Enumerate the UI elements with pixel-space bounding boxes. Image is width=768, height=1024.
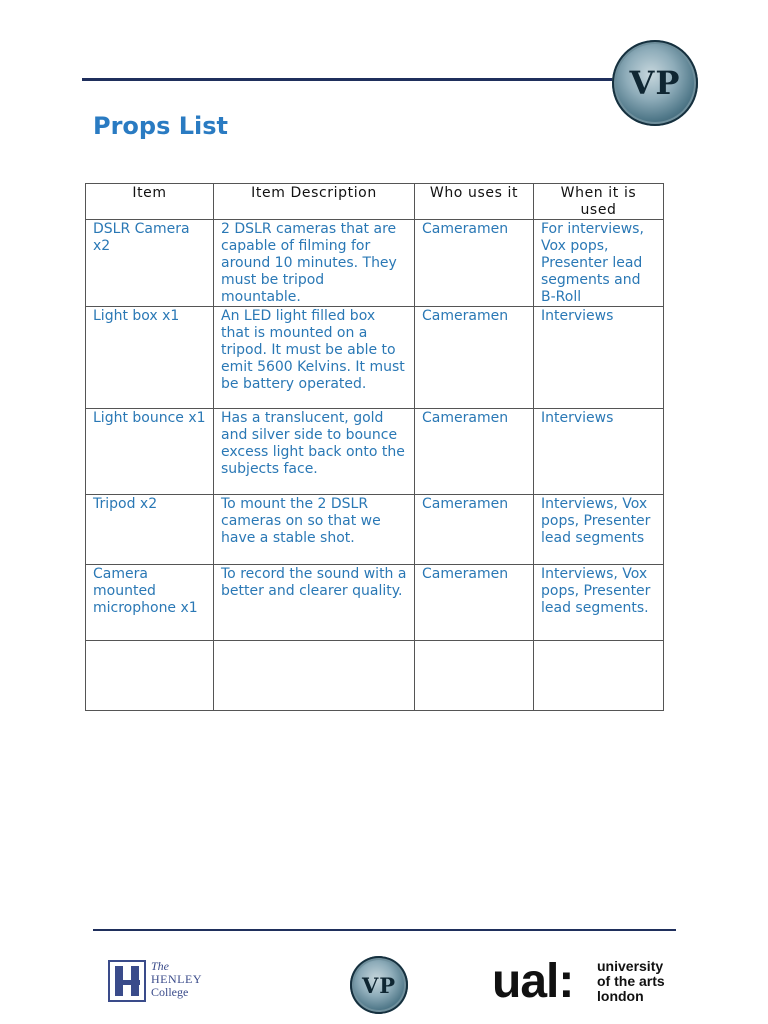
henley-logo-line3: College — [151, 985, 189, 999]
cell-item: DSLR Camera x2 — [86, 220, 214, 307]
henley-college-logo — [108, 960, 208, 1002]
table-row-empty — [86, 641, 664, 711]
cell-when: Interviews, Vox pops, Presenter lead segments — [534, 495, 664, 565]
footer-vp-logo-text: VP — [361, 972, 397, 998]
header-rule — [82, 78, 624, 81]
page-title: Props List — [93, 112, 229, 140]
cell-item: Tripod x2 — [86, 495, 214, 565]
cell-when: Interviews — [534, 409, 664, 495]
props-table — [85, 183, 664, 711]
cell-when: Interviews, Vox pops, Presenter lead segments. — [534, 565, 664, 641]
vp-logo-text: VP — [629, 64, 681, 102]
cell-description — [214, 641, 415, 711]
cell-description: Has a translucent, gold and silver side to bounce excess light back onto the subjects face. — [214, 409, 415, 495]
cell-item: Light box x1 — [86, 307, 214, 409]
column-header-description: Item Description — [214, 184, 415, 220]
column-header-when: When it is used — [534, 184, 664, 220]
table-row — [86, 565, 664, 641]
cell-who: Cameramen — [415, 495, 534, 565]
table-row — [86, 495, 664, 565]
ual-line2: of the arts — [597, 973, 665, 989]
ual-line3: london — [597, 988, 644, 1004]
cell-description: To mount the 2 DSLR cameras on so that we have a stable shot. — [214, 495, 415, 565]
column-header-item: Item — [86, 184, 214, 220]
ual-line1: university — [597, 958, 664, 974]
cell-item — [86, 641, 214, 711]
table-header-row — [86, 184, 664, 220]
ual-mark: ual: — [492, 955, 574, 1008]
cell-who: Cameramen — [415, 307, 534, 409]
vp-logo — [612, 40, 698, 126]
footer-rule — [93, 929, 676, 931]
cell-who: Cameramen — [415, 565, 534, 641]
cell-when — [534, 641, 664, 711]
cell-when: For interviews, Vox pops, Presenter lead segments and B-Roll — [534, 220, 664, 307]
henley-logo-line2: HENLEY — [151, 972, 202, 986]
ual-logo — [492, 955, 682, 1008]
cell-who: Cameramen — [415, 409, 534, 495]
cell-description: An LED light filled box that is mounted on a tripod. It must be able to emit 5600 Kelvins. It must be battery operated. — [214, 307, 415, 409]
cell-who: Cameramen — [415, 220, 534, 307]
cell-description: To record the sound with a better and clearer quality. — [214, 565, 415, 641]
cell-item: Light bounce x1 — [86, 409, 214, 495]
column-header-who: Who uses it — [415, 184, 534, 220]
cell-item: Camera mounted microphone x1 — [86, 565, 214, 641]
cell-when: Interviews — [534, 307, 664, 409]
footer-vp-logo — [350, 956, 408, 1014]
table-row — [86, 307, 664, 409]
henley-logo-line1: The — [151, 959, 169, 973]
table-row — [86, 409, 664, 495]
table-row — [86, 220, 664, 307]
cell-description: 2 DSLR cameras that are capable of filming for around 10 minutes. They must be tripod mountable. — [214, 220, 415, 307]
henley-h-icon — [108, 960, 146, 1002]
cell-who — [415, 641, 534, 711]
